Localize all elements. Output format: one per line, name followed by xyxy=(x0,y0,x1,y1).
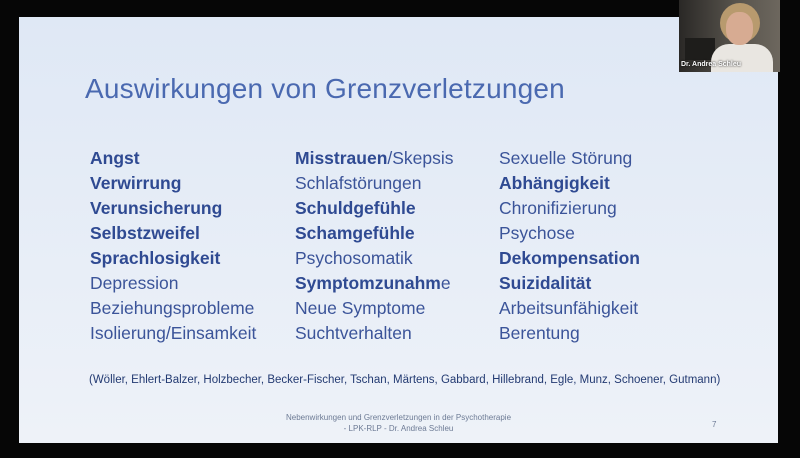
effect-item xyxy=(295,246,454,271)
effect-text: Berentung xyxy=(499,323,580,343)
effect-bold-text: Symptomzunahm xyxy=(295,273,441,293)
effect-bold-text: Sprachlosigkeit xyxy=(90,248,221,268)
slide-title: Auswirkungen von Grenzverletzungen xyxy=(85,73,565,104)
effect-text: e xyxy=(440,273,451,293)
effect-item xyxy=(499,246,640,271)
footer-line-2: - LPK-RLP - Dr. Andrea Schleu xyxy=(343,424,454,433)
effect-item xyxy=(90,321,256,346)
presentation-slide xyxy=(19,17,778,443)
effect-item xyxy=(499,221,640,246)
video-shelf xyxy=(685,38,715,60)
participant-video-tile[interactable] xyxy=(679,0,780,72)
effects-column-1 xyxy=(90,146,256,346)
effect-item xyxy=(295,271,454,296)
effect-item xyxy=(90,221,256,246)
effect-item xyxy=(295,196,454,221)
effect-item xyxy=(499,271,640,296)
effect-text: Psychose xyxy=(499,223,575,243)
effects-column-2 xyxy=(295,146,454,346)
effect-item xyxy=(295,146,454,171)
effect-item xyxy=(295,221,454,246)
references-text: (Wöller, Ehlert-Balzer, Holzbecher, Becker-Fischer, Tschan, Märtens, Gabbard, Hillebrand, Egle, Munz, Schoener, Gutmann) xyxy=(89,374,721,386)
effect-item xyxy=(499,196,640,221)
effect-bold-text: Abhängigkeit xyxy=(499,173,610,193)
effect-item xyxy=(499,321,640,346)
effect-item xyxy=(295,296,454,321)
effect-text: Sexuelle Störung xyxy=(499,148,633,168)
effect-item xyxy=(90,196,256,221)
effects-column-3 xyxy=(499,146,640,346)
participant-name-label: Dr. Andrea Schleu xyxy=(681,61,742,68)
effect-bold-text: Dekompensation xyxy=(499,248,640,268)
effect-text: Beziehungsprobleme xyxy=(90,298,255,318)
effect-item xyxy=(295,321,454,346)
effect-text: Suchtverhalten xyxy=(295,323,412,343)
effect-item xyxy=(499,146,640,171)
effect-text: Arbeitsunfähigkeit xyxy=(499,298,639,318)
slide-footer xyxy=(19,412,778,434)
effect-item xyxy=(90,146,256,171)
effect-text: Neue Symptome xyxy=(295,298,426,318)
effect-bold-text: Schamgefühle xyxy=(295,223,415,243)
effect-item xyxy=(499,171,640,196)
effect-bold-text: Verwirrung xyxy=(90,173,182,193)
effect-item xyxy=(90,296,256,321)
effect-bold-text: Angst xyxy=(90,148,140,168)
effect-text: Depression xyxy=(90,273,179,293)
effect-item xyxy=(295,171,454,196)
effect-bold-text: Verunsicherung xyxy=(90,198,223,218)
effect-item xyxy=(90,246,256,271)
participant-face xyxy=(726,12,753,45)
effect-item xyxy=(499,296,640,321)
effect-bold-text: Schuldgefühle xyxy=(295,198,416,218)
page-number: 7 xyxy=(712,420,717,429)
effect-bold-text: Selbstzweifel xyxy=(90,223,200,243)
effect-text: Chronifizierung xyxy=(499,198,617,218)
effect-item xyxy=(90,271,256,296)
effect-text: Schlafstörungen xyxy=(295,173,422,193)
effect-text: Psychosomatik xyxy=(295,248,413,268)
effect-bold-text: Misstrauen xyxy=(295,148,388,168)
effect-text: /Skepsis xyxy=(387,148,454,168)
effect-item xyxy=(90,171,256,196)
footer-line-1: Nebenwirkungen und Grenzverletzungen in der Psychotherapie xyxy=(285,413,512,422)
effect-text: Isolierung/Einsamkeit xyxy=(90,323,257,343)
effect-bold-text: Suizidalität xyxy=(499,273,592,293)
